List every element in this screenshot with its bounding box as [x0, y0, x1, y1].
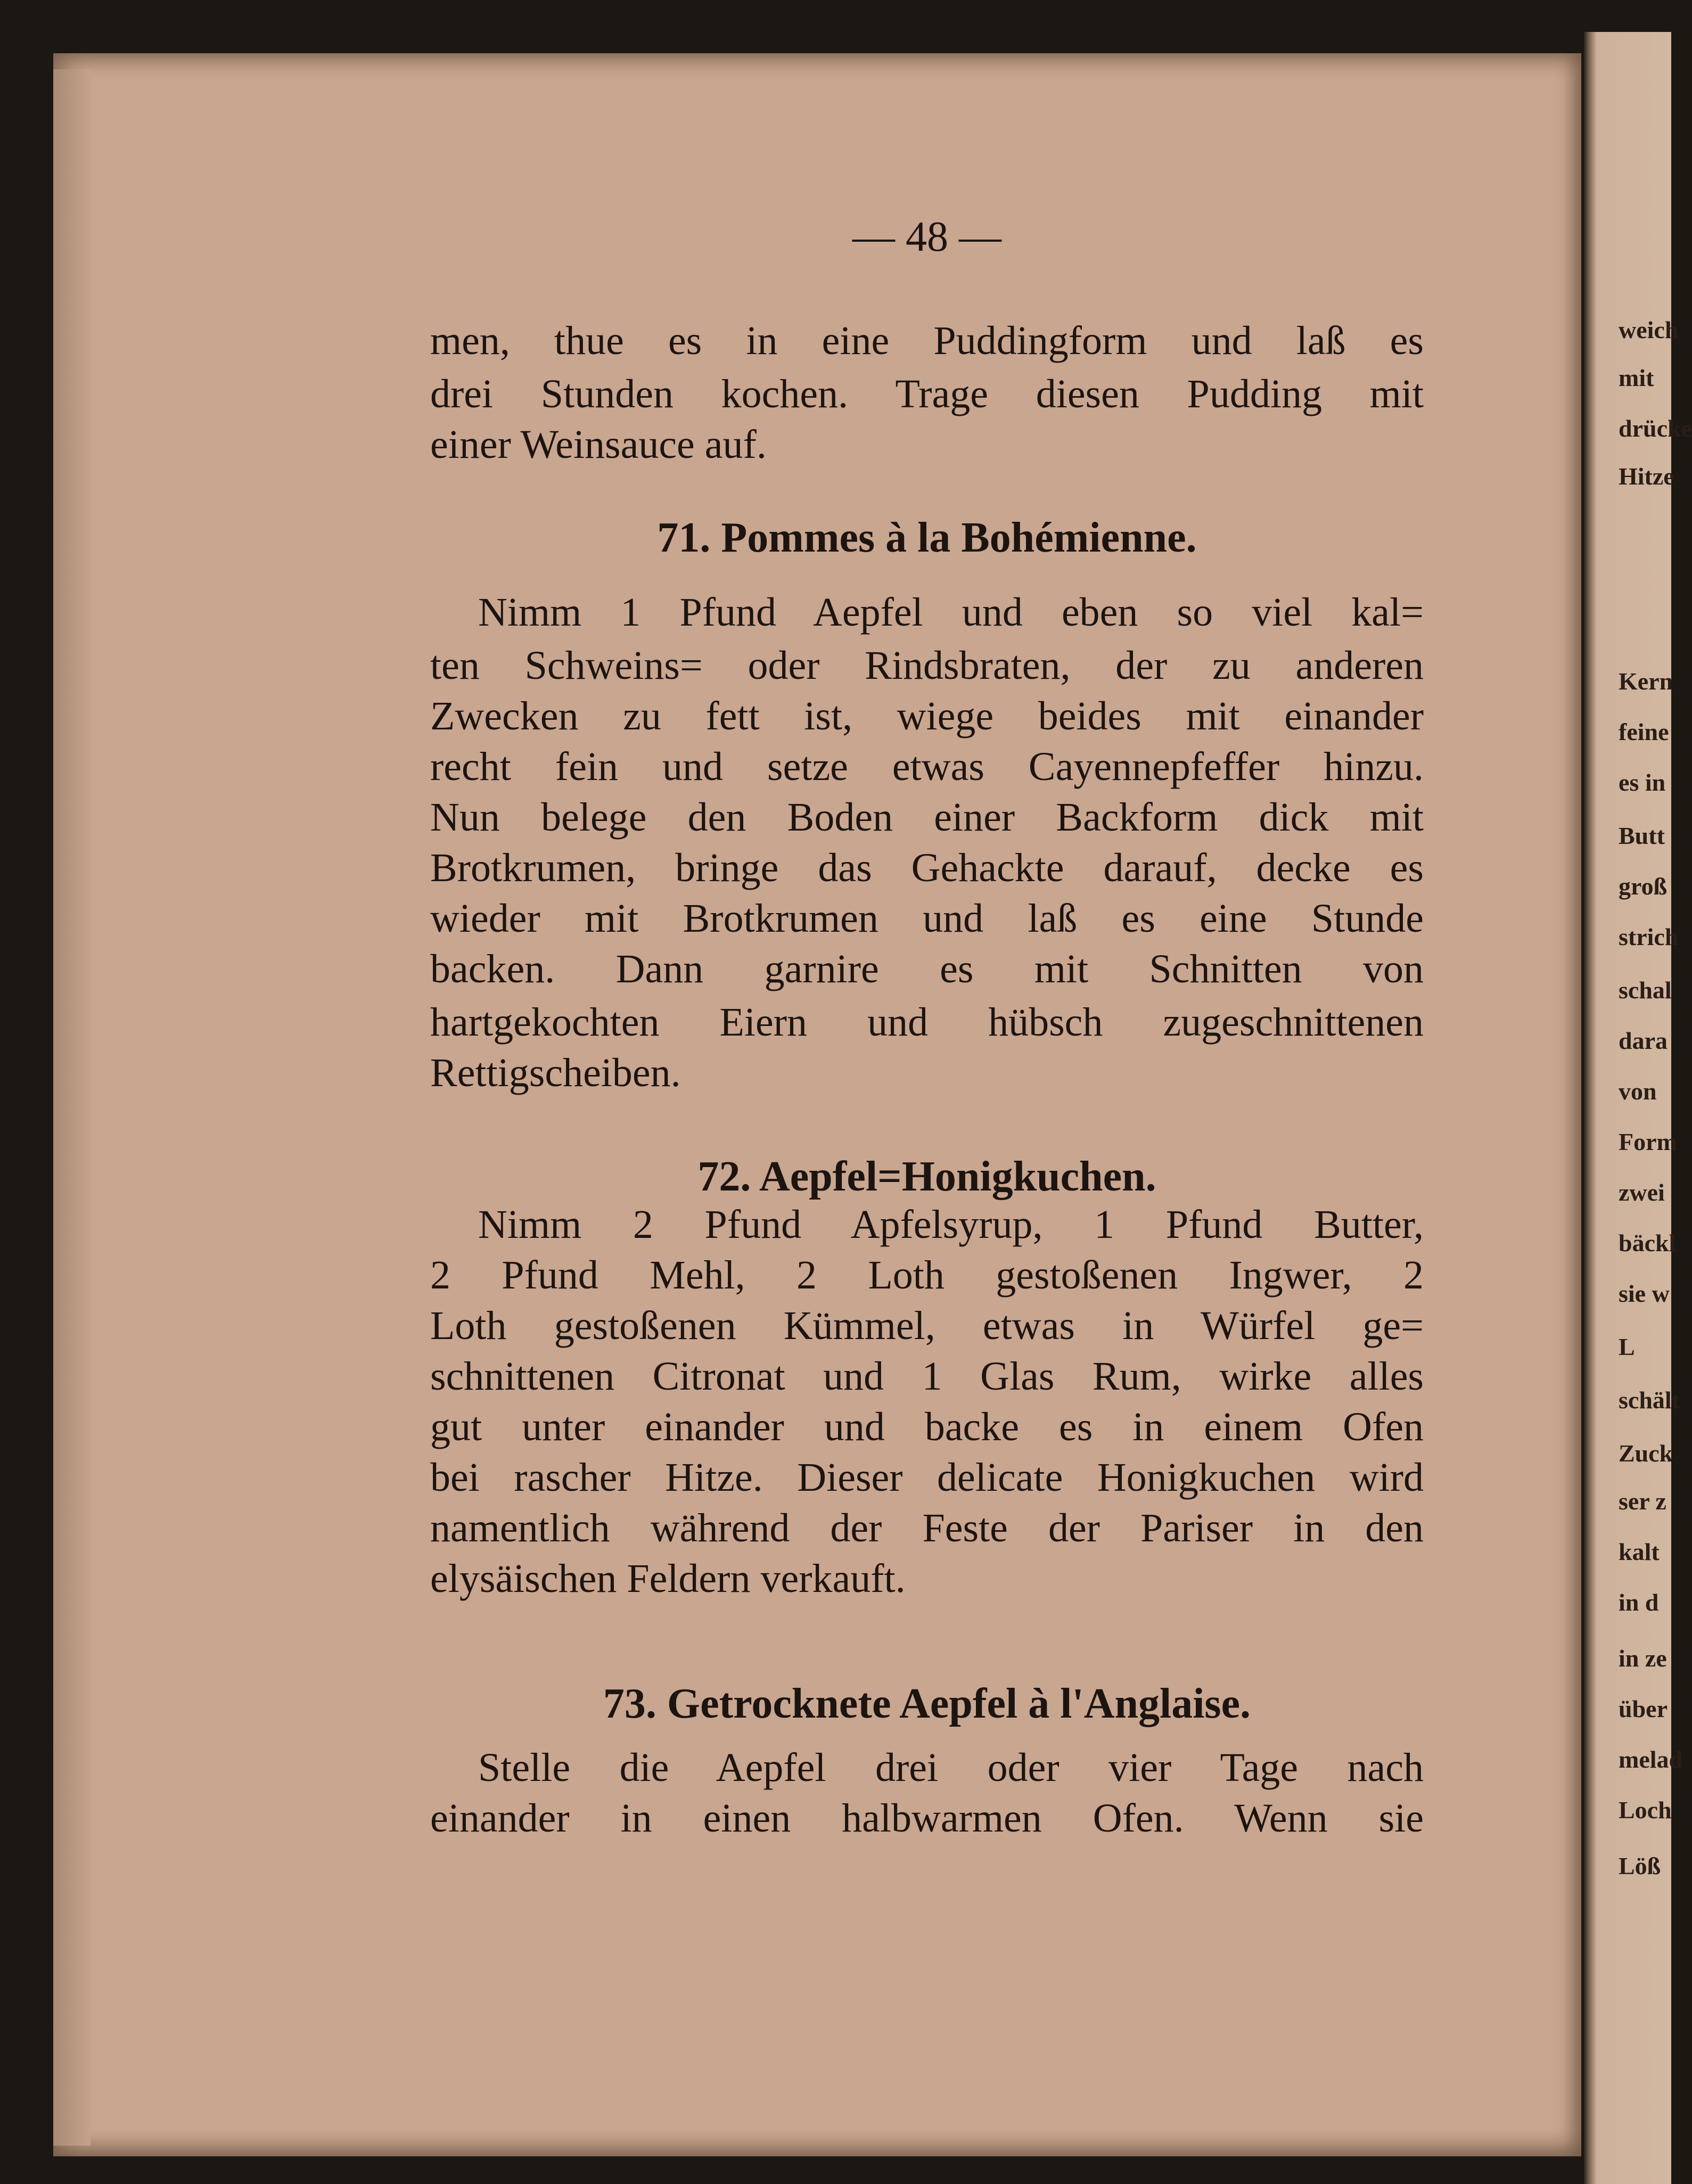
text-line: hartgekochten Eiern und hübsch zugeschnittenen — [430, 1000, 1424, 1045]
facing-page-fragment: weich — [1619, 316, 1679, 343]
facing-page-fragment: in ze — [1619, 1645, 1667, 1672]
text-line: schnittenen Citronat und 1 Glas Rum, wirke alles — [430, 1354, 1424, 1399]
recipe-heading: 71. Pommes à la Bohémienne. — [657, 514, 1197, 561]
text-line: drei Stunden kochen. Trage diesen Pudding mit — [430, 372, 1424, 416]
text-line: wieder mit Brotkrumen und laß es eine Stunde — [430, 896, 1424, 941]
text-line: backen. Dann garnire es mit Schnitten von — [430, 947, 1424, 991]
facing-page-fragment: kalt — [1619, 1538, 1660, 1565]
text-line: men, thue es in eine Puddingform und laß es — [430, 318, 1424, 363]
text-line: Rettigscheiben. — [430, 1050, 681, 1095]
facing-page-fragment: drücke — [1619, 415, 1692, 442]
text-line: recht fein und setze etwas Cayennepfeffer hinzu. — [430, 744, 1424, 789]
recipe-heading: 73. Getrocknete Aepfel à l'Anglaise. — [603, 1680, 1251, 1727]
page-number: — 48 — — [852, 214, 1001, 260]
facing-page-fragment: L — [1619, 1333, 1635, 1360]
facing-page-fragment: in d — [1619, 1589, 1659, 1616]
facing-page-fragment: Kern — [1619, 668, 1673, 695]
facing-page-fragment: es in — [1619, 769, 1666, 796]
facing-page-fragment: von — [1619, 1078, 1657, 1105]
text-line: elysäischen Feldern verkauft. — [430, 1556, 906, 1601]
facing-page-fragment: über — [1619, 1695, 1668, 1722]
facing-page-fragment: melad — [1619, 1746, 1683, 1773]
facing-page-fragment: Zuck — [1619, 1440, 1673, 1467]
recipe-heading: 72. Aepfel=Honigkuchen. — [697, 1153, 1156, 1200]
facing-page-fragment: strich — [1619, 923, 1679, 950]
text-line: einer Weinsauce auf. — [430, 422, 767, 467]
text-line: Nun belege den Boden einer Backform dick mit — [430, 795, 1424, 840]
facing-page-fragment: Butt — [1619, 822, 1665, 849]
facing-page-fragment: mit — [1619, 364, 1654, 391]
text-line: gut unter einander und backe es in einem Ofen — [430, 1405, 1424, 1449]
text-line: Brotkrumen, bringe das Gehackte darauf, decke es — [430, 845, 1424, 890]
text-line: Loth gestoßenen Kümmel, etwas in Würfel ge= — [430, 1303, 1424, 1348]
facing-page-fragment: ser z — [1619, 1488, 1666, 1515]
text-line: Nimm 1 Pfund Aepfel und eben so viel kal= — [478, 590, 1424, 635]
facing-page-fragment: zwei — [1619, 1179, 1665, 1206]
facing-page-fragment: sie w — [1619, 1280, 1670, 1307]
facing-page-fragment: bäckl — [1619, 1229, 1676, 1257]
facing-page-fragment: groß — [1619, 873, 1668, 900]
text-line: 2 Pfund Mehl, 2 Loth gestoßenen Ingwer, 2 — [430, 1253, 1424, 1298]
facing-page-fragment: Hitze — [1619, 463, 1674, 490]
facing-page-fragment: schält — [1619, 1386, 1680, 1414]
facing-page-fragment: dara — [1619, 1027, 1668, 1054]
facing-page-fragment: feine — [1619, 718, 1669, 745]
facing-page-fragment: Löß — [1619, 1852, 1661, 1879]
text-line: bei rascher Hitze. Dieser delicate Honigkuchen wird — [430, 1455, 1424, 1500]
text-line: ten Schweins= oder Rindsbraten, der zu anderen — [430, 643, 1424, 688]
page-stack-edge — [53, 69, 91, 2146]
text-line: einander in einen halbwarmen Ofen. Wenn sie — [430, 1796, 1424, 1841]
text-line: Zwecken zu fett ist, wiege beides mit einander — [430, 694, 1424, 738]
text-line: Nimm 2 Pfund Apfelsyrup, 1 Pfund Butter, — [478, 1202, 1424, 1247]
facing-page-fragment: Form — [1619, 1128, 1677, 1155]
facing-page-fragment: schal — [1619, 976, 1672, 1004]
text-line: Stelle die Aepfel drei oder vier Tage nach — [478, 1745, 1424, 1790]
text-line: namentlich während der Feste der Pariser in den — [430, 1506, 1424, 1550]
facing-page-fragment: Loch — [1619, 1796, 1672, 1824]
